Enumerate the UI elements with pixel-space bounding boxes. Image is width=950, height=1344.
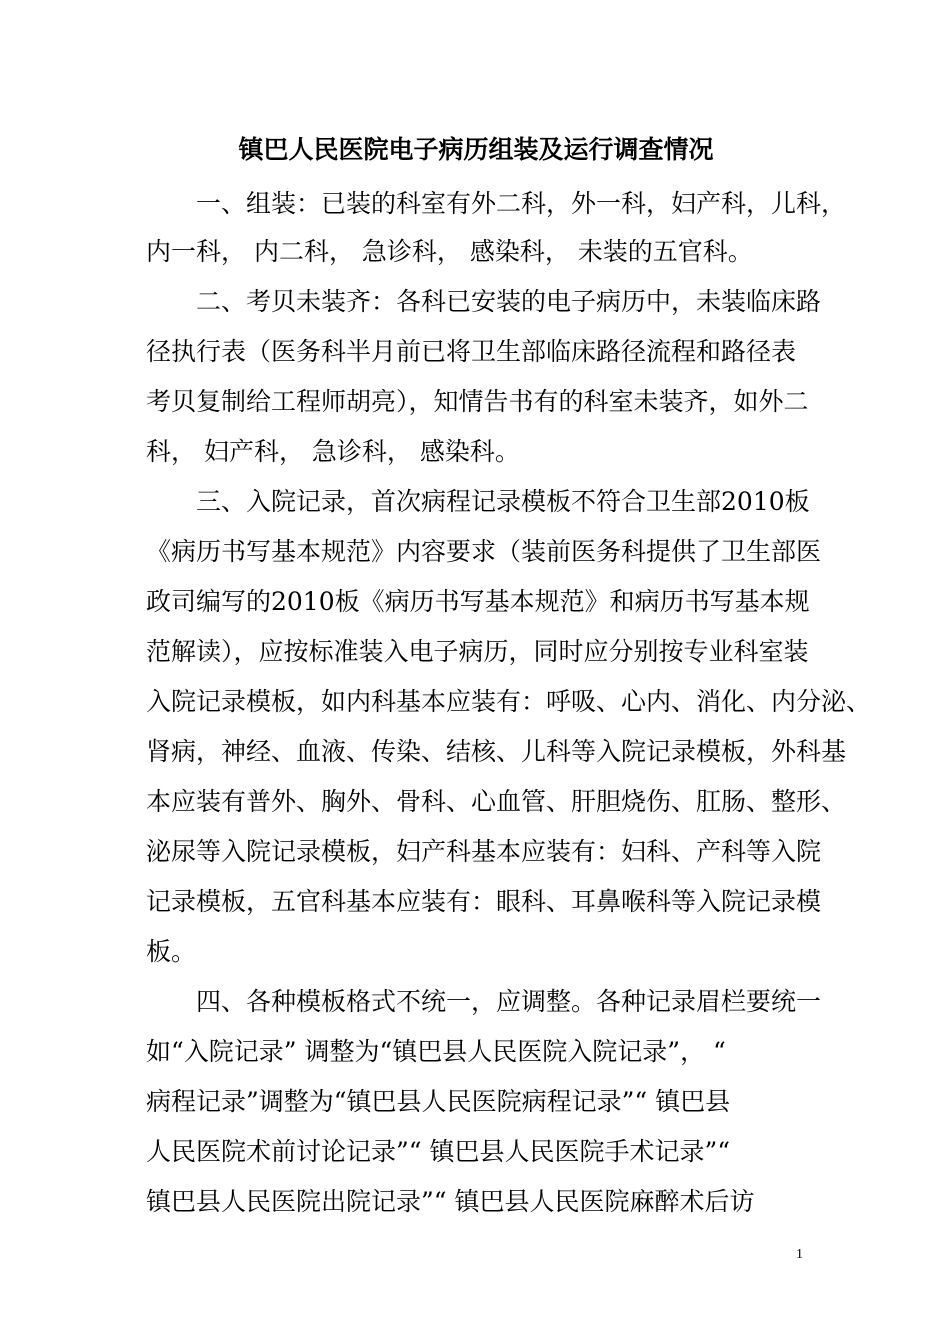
paragraph-2-line-3: 考贝复制给工程师胡亮），知情告书有的科室未装齐，如外二 [146,387,809,416]
paragraph-3-line-7: 本应装有普外、胸外、骨科、心血管、肝胆烧伤、肛肠、整形、 [146,787,847,816]
document-title: 镇巴人民医院电子病历组装及运行调查情况 [238,135,714,164]
paragraph-4-line-1: 四、各种模板格式不统一，应调整。各种记录眉栏要统一 [196,987,822,1016]
paragraph-4-line-3: 病程记录”调整为“镇巴县人民医院病程记录”“ 镇巴县 [146,1087,731,1116]
paragraph-2-line-4: 科， 妇产科， 急诊科， 感染科。 [146,437,520,466]
page-number: 1 [796,1247,803,1262]
paragraph-3-line-5: 入院记录模板，如内科基本应装有：呼吸、心内、消化、内分泌、 [146,687,872,716]
paragraph-1-line-1: 一、组装：已装的科室有外二科，外一科，妇产科，儿科， [196,189,847,218]
paragraph-3-line-10: 板。 [146,937,197,966]
paragraph-4-line-2: 如“入院记录” 调整为“镇巴县人民医院入院记录”， “ [146,1037,726,1066]
paragraph-3-line-3: 政司编写的2010板《病历书写基本规范》和病历书写基本规 [146,587,810,616]
paragraph-2-line-1: 二、考贝未装齐：各科已安装的电子病历中，未装临床路 [196,287,822,316]
paragraph-4-line-4: 人民医院术前讨论记录”“ 镇巴县人民医院手术记录”“ [146,1137,731,1166]
paragraph-4-line-5: 镇巴县人民医院出院记录”“ 镇巴县人民医院麻醉术后访 [146,1187,755,1216]
paragraph-1-line-2: 内一科， 内二科， 急诊科， 感染科， 未装的五官科。 [146,237,753,266]
paragraph-3-line-9: 记录模板，五官科基本应装有：眼科、耳鼻喉科等入院记录模 [146,887,822,916]
paragraph-3-line-8: 泌尿等入院记录模板，妇产科基本应装有：妇科、产科等入院 [146,837,822,866]
paragraph-3-line-6: 肾病，神经、血液、传染、结核、儿科等入院记录模板，外科基 [146,737,847,766]
paragraph-3-line-2: 《病历书写基本规范》内容要求（装前医务科提供了卫生部医 [146,537,822,566]
paragraph-2-line-2: 径执行表（医务科半月前已将卫生部临床路径流程和路径表 [146,337,797,366]
paragraph-3-line-1: 三、入院记录，首次病程记录模板不符合卫生部2010板 [196,487,810,516]
paragraph-3-line-4: 范解读），应按标准装入电子病历，同时应分别按专业科室装 [146,637,809,666]
